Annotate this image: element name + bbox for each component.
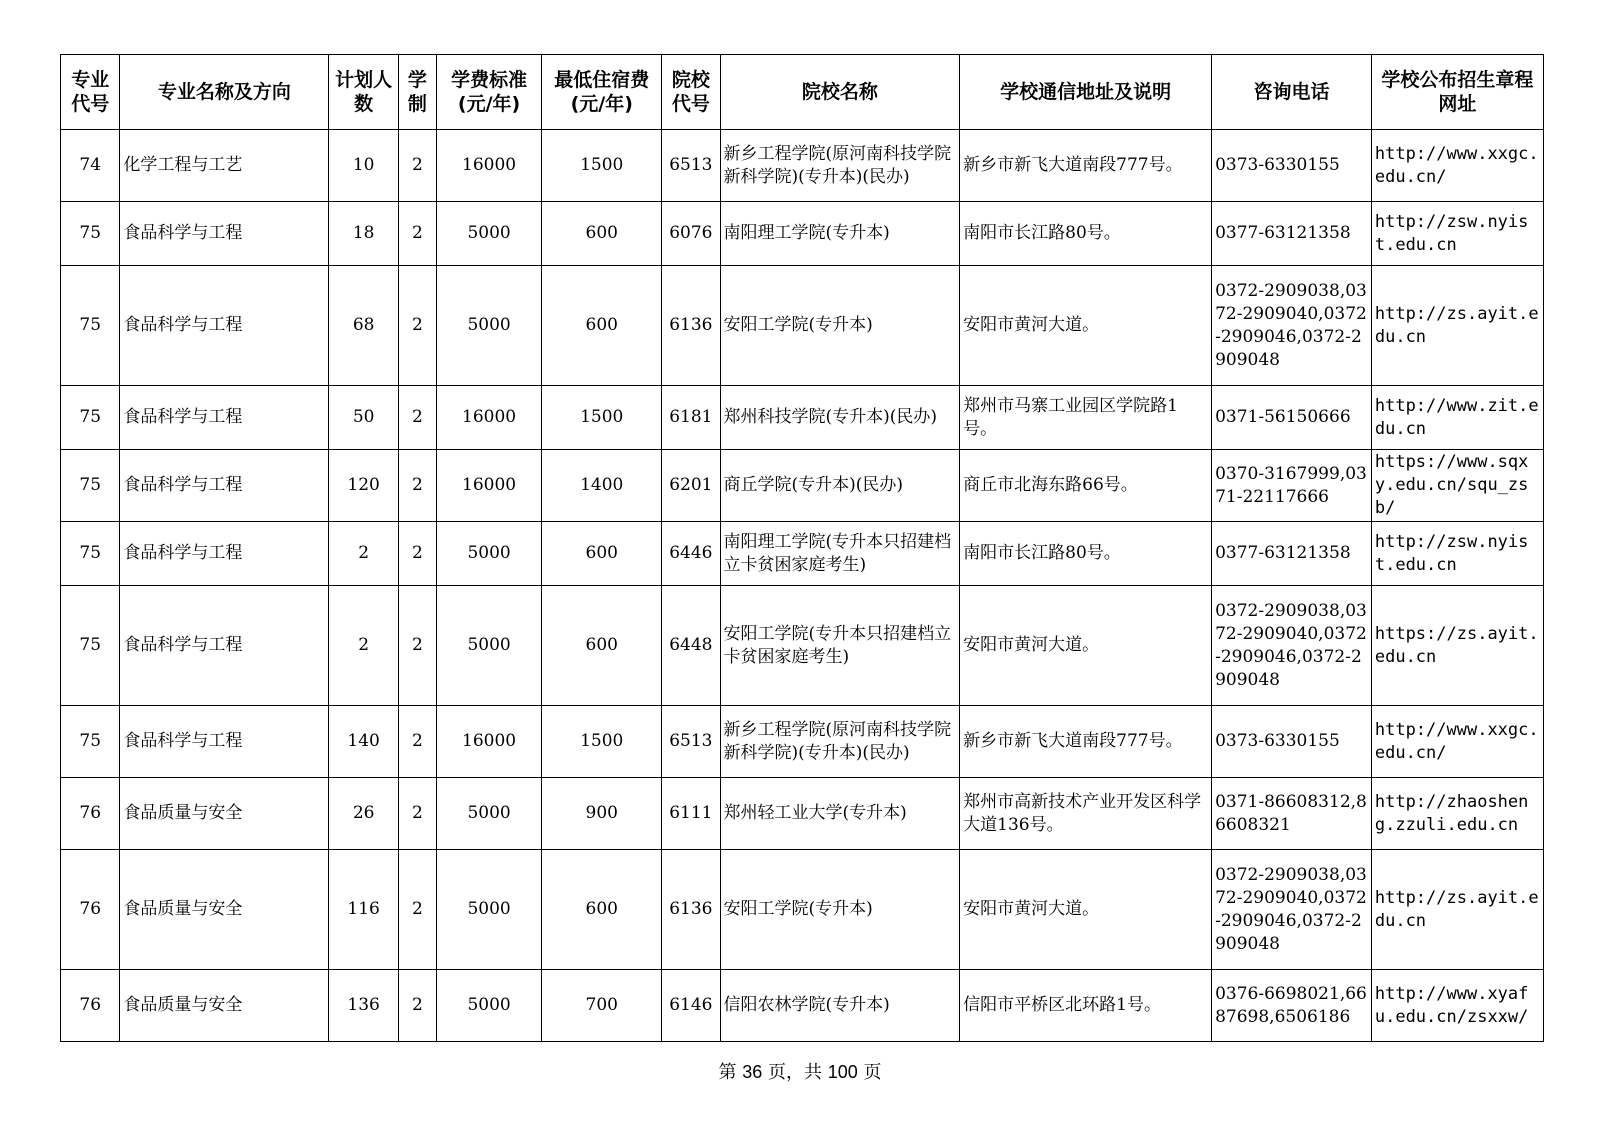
header-row bbox=[61, 55, 1544, 130]
cell-major-name: 食品科学与工程 bbox=[120, 522, 329, 586]
header-code: 专业代号 bbox=[61, 55, 120, 130]
header-address: 学校通信地址及说明 bbox=[960, 55, 1212, 130]
cell-school-code: 6513 bbox=[662, 706, 720, 778]
cell-website: http://www.xxgc.edu.cn/ bbox=[1371, 130, 1543, 202]
cell-school-name: 商丘学院(专升本)(民办) bbox=[720, 450, 960, 522]
cell-website: http://www.xyafu.edu.cn/zsxxw/ bbox=[1371, 970, 1543, 1042]
cell-phone: 0376-6698021,6687698,6506186 bbox=[1212, 970, 1372, 1042]
cell-phone: 0372-2909038,0372-2909040,0372-2909046,0372-2909048 bbox=[1212, 850, 1372, 970]
cell-school-name: 安阳工学院(专升本) bbox=[720, 266, 960, 386]
cell-address: 新乡市新飞大道南段777号。 bbox=[960, 130, 1212, 202]
cell-school-name: 南阳理工学院(专升本) bbox=[720, 202, 960, 266]
cell-website: http://www.zit.edu.cn bbox=[1371, 386, 1543, 450]
cell-dorm-fee: 600 bbox=[542, 202, 662, 266]
cell-major-name: 食品科学与工程 bbox=[120, 706, 329, 778]
cell-website: https://www.sqxy.edu.cn/squ_zsb/ bbox=[1371, 450, 1543, 522]
cell-plan-count: 136 bbox=[329, 970, 399, 1042]
table-row bbox=[61, 386, 1544, 450]
cell-phone: 0373-6330155 bbox=[1212, 130, 1372, 202]
cell-dorm-fee: 600 bbox=[542, 522, 662, 586]
cell-years: 2 bbox=[398, 450, 436, 522]
cell-plan-count: 26 bbox=[329, 778, 399, 850]
cell-website: http://zsw.nyist.edu.cn bbox=[1371, 202, 1543, 266]
cell-phone: 0372-2909038,0372-2909040,0372-2909046,0372-2909048 bbox=[1212, 266, 1372, 386]
cell-school-code: 6076 bbox=[662, 202, 720, 266]
cell-phone: 0377-63121358 bbox=[1212, 522, 1372, 586]
cell-tuition: 5000 bbox=[436, 586, 541, 706]
cell-major-name: 食品科学与工程 bbox=[120, 266, 329, 386]
cell-dorm-fee: 600 bbox=[542, 586, 662, 706]
cell-address: 商丘市北海东路66号。 bbox=[960, 450, 1212, 522]
cell-plan-count: 50 bbox=[329, 386, 399, 450]
cell-dorm-fee: 900 bbox=[542, 778, 662, 850]
cell-phone: 0370-3167999,0371-22117666 bbox=[1212, 450, 1372, 522]
cell-plan-count: 68 bbox=[329, 266, 399, 386]
cell-school-name: 信阳农林学院(专升本) bbox=[720, 970, 960, 1042]
cell-website: http://zs.ayit.edu.cn bbox=[1371, 850, 1543, 970]
table-row bbox=[61, 970, 1544, 1042]
cell-major-name: 食品科学与工程 bbox=[120, 386, 329, 450]
header-school-code: 院校代号 bbox=[662, 55, 720, 130]
cell-school-code: 6513 bbox=[662, 130, 720, 202]
header-school: 院校名称 bbox=[720, 55, 960, 130]
cell-school-code: 6136 bbox=[662, 850, 720, 970]
cell-website: http://zs.ayit.edu.cn bbox=[1371, 266, 1543, 386]
cell-dorm-fee: 1400 bbox=[542, 450, 662, 522]
cell-major-code: 75 bbox=[61, 706, 120, 778]
cell-tuition: 16000 bbox=[436, 706, 541, 778]
cell-years: 2 bbox=[398, 522, 436, 586]
cell-address: 南阳市长江路80号。 bbox=[960, 202, 1212, 266]
cell-dorm-fee: 700 bbox=[542, 970, 662, 1042]
cell-major-code: 75 bbox=[61, 266, 120, 386]
cell-tuition: 5000 bbox=[436, 970, 541, 1042]
cell-tuition: 5000 bbox=[436, 850, 541, 970]
cell-tuition: 5000 bbox=[436, 202, 541, 266]
footer-middle: 页，共 bbox=[767, 1062, 822, 1083]
cell-major-code: 74 bbox=[61, 130, 120, 202]
cell-major-code: 75 bbox=[61, 202, 120, 266]
header-url: 学校公布招生章程网址 bbox=[1371, 55, 1543, 130]
cell-major-name: 食品质量与安全 bbox=[120, 970, 329, 1042]
cell-tuition: 16000 bbox=[436, 130, 541, 202]
cell-school-name: 郑州轻工业大学(专升本) bbox=[720, 778, 960, 850]
header-phone: 咨询电话 bbox=[1212, 55, 1372, 130]
cell-school-code: 6446 bbox=[662, 522, 720, 586]
cell-tuition: 5000 bbox=[436, 522, 541, 586]
cell-address: 郑州市马寨工业园区学院路1号。 bbox=[960, 386, 1212, 450]
header-years: 学制 bbox=[398, 55, 436, 130]
cell-address: 新乡市新飞大道南段777号。 bbox=[960, 706, 1212, 778]
cell-website: https://zs.ayit.edu.cn bbox=[1371, 586, 1543, 706]
cell-address: 南阳市长江路80号。 bbox=[960, 522, 1212, 586]
cell-address: 安阳市黄河大道。 bbox=[960, 266, 1212, 386]
cell-address: 安阳市黄河大道。 bbox=[960, 586, 1212, 706]
cell-dorm-fee: 1500 bbox=[542, 706, 662, 778]
table-row bbox=[61, 706, 1544, 778]
cell-years: 2 bbox=[398, 970, 436, 1042]
cell-address: 安阳市黄河大道。 bbox=[960, 850, 1212, 970]
cell-address: 郑州市高新技术产业开发区科学大道136号。 bbox=[960, 778, 1212, 850]
cell-plan-count: 116 bbox=[329, 850, 399, 970]
cell-major-name: 食品科学与工程 bbox=[120, 450, 329, 522]
cell-plan-count: 18 bbox=[329, 202, 399, 266]
cell-major-code: 75 bbox=[61, 586, 120, 706]
cell-phone: 0377-63121358 bbox=[1212, 202, 1372, 266]
cell-major-name: 食品科学与工程 bbox=[120, 586, 329, 706]
cell-tuition: 16000 bbox=[436, 450, 541, 522]
table-row bbox=[61, 266, 1544, 386]
cell-school-code: 6181 bbox=[662, 386, 720, 450]
cell-plan-count: 140 bbox=[329, 706, 399, 778]
header-major: 专业名称及方向 bbox=[120, 55, 329, 130]
cell-major-name: 食品科学与工程 bbox=[120, 202, 329, 266]
cell-address: 信阳市平桥区北环路1号。 bbox=[960, 970, 1212, 1042]
cell-major-code: 75 bbox=[61, 386, 120, 450]
table-row bbox=[61, 778, 1544, 850]
cell-phone: 0371-56150666 bbox=[1212, 386, 1372, 450]
cell-plan-count: 2 bbox=[329, 522, 399, 586]
footer-suffix: 页 bbox=[863, 1062, 882, 1083]
cell-years: 2 bbox=[398, 850, 436, 970]
table-row bbox=[61, 202, 1544, 266]
cell-major-name: 化学工程与工艺 bbox=[120, 130, 329, 202]
cell-major-code: 75 bbox=[61, 450, 120, 522]
cell-dorm-fee: 1500 bbox=[542, 386, 662, 450]
page-footer bbox=[0, 1058, 1600, 1084]
cell-major-name: 食品质量与安全 bbox=[120, 778, 329, 850]
table-row bbox=[61, 850, 1544, 970]
cell-phone: 0372-2909038,0372-2909040,0372-2909046,0372-2909048 bbox=[1212, 586, 1372, 706]
cell-school-code: 6136 bbox=[662, 266, 720, 386]
footer-total-pages: 100 bbox=[827, 1062, 858, 1082]
cell-years: 2 bbox=[398, 266, 436, 386]
table-row bbox=[61, 586, 1544, 706]
cell-tuition: 5000 bbox=[436, 778, 541, 850]
footer-prefix: 第 bbox=[718, 1062, 737, 1083]
cell-years: 2 bbox=[398, 130, 436, 202]
cell-years: 2 bbox=[398, 386, 436, 450]
cell-dorm-fee: 600 bbox=[542, 850, 662, 970]
cell-school-name: 安阳工学院(专升本只招建档立卡贫困家庭考生) bbox=[720, 586, 960, 706]
cell-plan-count: 10 bbox=[329, 130, 399, 202]
cell-major-code: 76 bbox=[61, 970, 120, 1042]
cell-school-code: 6111 bbox=[662, 778, 720, 850]
cell-school-name: 新乡工程学院(原河南科技学院新科学院)(专升本)(民办) bbox=[720, 706, 960, 778]
cell-plan-count: 2 bbox=[329, 586, 399, 706]
table-row bbox=[61, 450, 1544, 522]
cell-tuition: 5000 bbox=[436, 266, 541, 386]
header-dorm: 最低住宿费(元/年) bbox=[542, 55, 662, 130]
cell-dorm-fee: 600 bbox=[542, 266, 662, 386]
table-row bbox=[61, 522, 1544, 586]
cell-years: 2 bbox=[398, 778, 436, 850]
cell-phone: 0371-86608312,86608321 bbox=[1212, 778, 1372, 850]
cell-years: 2 bbox=[398, 706, 436, 778]
cell-school-name: 安阳工学院(专升本) bbox=[720, 850, 960, 970]
cell-school-code: 6146 bbox=[662, 970, 720, 1042]
cell-plan-count: 120 bbox=[329, 450, 399, 522]
footer-page-number: 36 bbox=[742, 1062, 763, 1082]
cell-school-code: 6201 bbox=[662, 450, 720, 522]
cell-major-code: 76 bbox=[61, 778, 120, 850]
cell-major-code: 76 bbox=[61, 850, 120, 970]
cell-website: http://www.xxgc.edu.cn/ bbox=[1371, 706, 1543, 778]
cell-major-name: 食品质量与安全 bbox=[120, 850, 329, 970]
header-tuition: 学费标准(元/年) bbox=[436, 55, 541, 130]
cell-website: http://zhaosheng.zzuli.edu.cn bbox=[1371, 778, 1543, 850]
cell-tuition: 16000 bbox=[436, 386, 541, 450]
cell-years: 2 bbox=[398, 202, 436, 266]
cell-major-code: 75 bbox=[61, 522, 120, 586]
cell-years: 2 bbox=[398, 586, 436, 706]
cell-school-code: 6448 bbox=[662, 586, 720, 706]
header-plan: 计划人数 bbox=[329, 55, 399, 130]
admission-table bbox=[60, 54, 1544, 1042]
cell-dorm-fee: 1500 bbox=[542, 130, 662, 202]
cell-website: http://zsw.nyist.edu.cn bbox=[1371, 522, 1543, 586]
cell-school-name: 郑州科技学院(专升本)(民办) bbox=[720, 386, 960, 450]
table-body bbox=[61, 130, 1544, 1042]
cell-school-name: 南阳理工学院(专升本只招建档立卡贫困家庭考生) bbox=[720, 522, 960, 586]
cell-phone: 0373-6330155 bbox=[1212, 706, 1372, 778]
table-row bbox=[61, 130, 1544, 202]
cell-school-name: 新乡工程学院(原河南科技学院新科学院)(专升本)(民办) bbox=[720, 130, 960, 202]
